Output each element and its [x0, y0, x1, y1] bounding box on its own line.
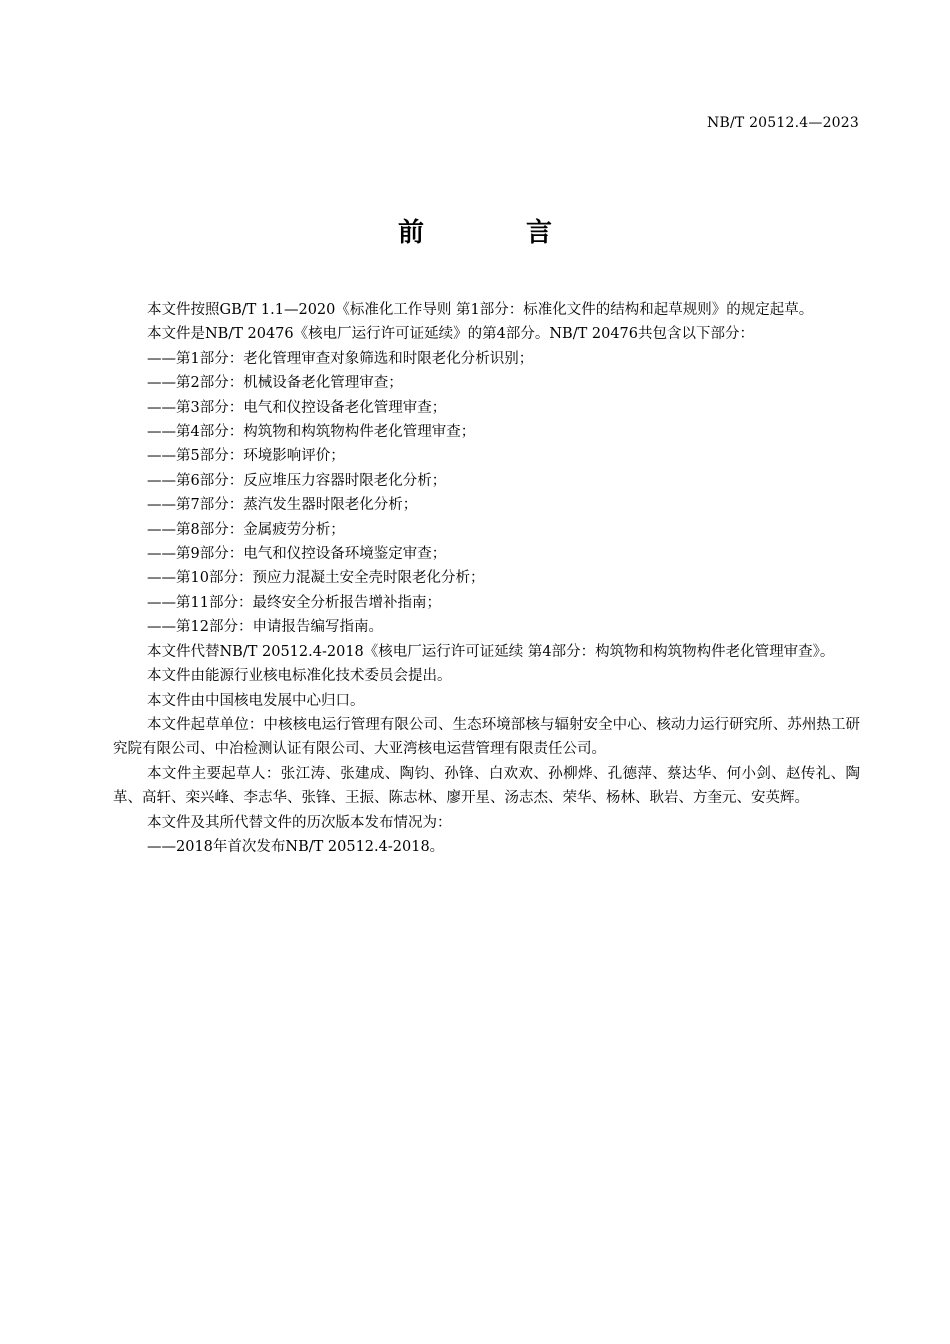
paragraph-drafting-organizations: 本文件起草单位：中核核电运行管理有限公司、生态环境部核与辐射安全中心、核动力运行研究所、苏州热工研究院有限公司、中冶检测认证有限公司、大亚湾核电运营管理有限责任公司。	[113, 716, 860, 758]
paragraph-administered-by: 本文件由中国核电发展中心归口。	[147, 692, 365, 709]
list-item-part-4: ——第4部分：构筑物和构筑物构件老化管理审查；	[147, 424, 476, 441]
paragraph-drafters: 本文件主要起草人：张江涛、张建成、陶钧、孙锋、白欢欢、孙柳烨、孔德萍、蔡达华、何小剑、赵传礼、陶革、高轩、栾兴峰、李志华、张锋、王振、陈志林、廖开星、汤志杰、荣华、杨林、耿岩、方奎元、安英辉。	[113, 765, 860, 807]
list-item-part-10: ——第10部分：预应力混凝土安全壳时限老化分析；	[147, 570, 485, 587]
list-item-part-11: ——第11部分：最终安全分析报告增补指南；	[147, 594, 441, 611]
paragraph-version-history: 本文件及其所代替文件的历次版本发布情况为：	[147, 814, 452, 831]
list-item-part-7: ——第7部分：蒸汽发生器时限老化分析；	[147, 497, 418, 514]
paragraph-proposed-by: 本文件由能源行业核电标准化技术委员会提出。	[147, 668, 452, 685]
foreword-body	[113, 298, 860, 859]
list-item-part-3: ——第3部分：电气和仪控设备老化管理审查；	[147, 399, 447, 416]
list-item-part-5: ——第5部分：环境影响评价；	[147, 448, 345, 465]
list-item-part-8: ——第8部分：金属疲劳分析；	[147, 521, 345, 538]
paragraph-replaces: 本文件代替NB/T 20512.4-2018《核电厂运行许可证延续 第4部分：构筑物和构筑物构件老化管理审查》。	[147, 643, 835, 660]
list-item-part-6: ——第6部分：反应堆压力容器时限老化分析；	[147, 472, 447, 489]
document-code: NB/T 20512.4—2023	[707, 115, 859, 131]
list-item-first-release: ——2018年首次发布NB/T 20512.4-2018。	[147, 838, 445, 855]
list-item-part-9: ——第9部分：电气和仪控设备环境鉴定审查；	[147, 546, 447, 563]
paragraph-drafting-rules: 本文件按照GB/T 1.1—2020《标准化工作导则 第1部分：标准化文件的结构和起草规则》的规定起草。	[147, 302, 814, 318]
paragraph-series-parts: 本文件是NB/T 20476《核电厂运行许可证延续》的第4部分。NB/T 20476共包含以下部分：	[147, 326, 754, 343]
page-title: 前 言	[397, 218, 590, 248]
list-item-part-1: ——第1部分：老化管理审查对象筛选和时限老化分析识别；	[147, 350, 534, 367]
list-item-part-12: ——第12部分：申请报告编写指南。	[147, 619, 383, 636]
list-item-part-2: ——第2部分：机械设备老化管理审查；	[147, 375, 403, 392]
